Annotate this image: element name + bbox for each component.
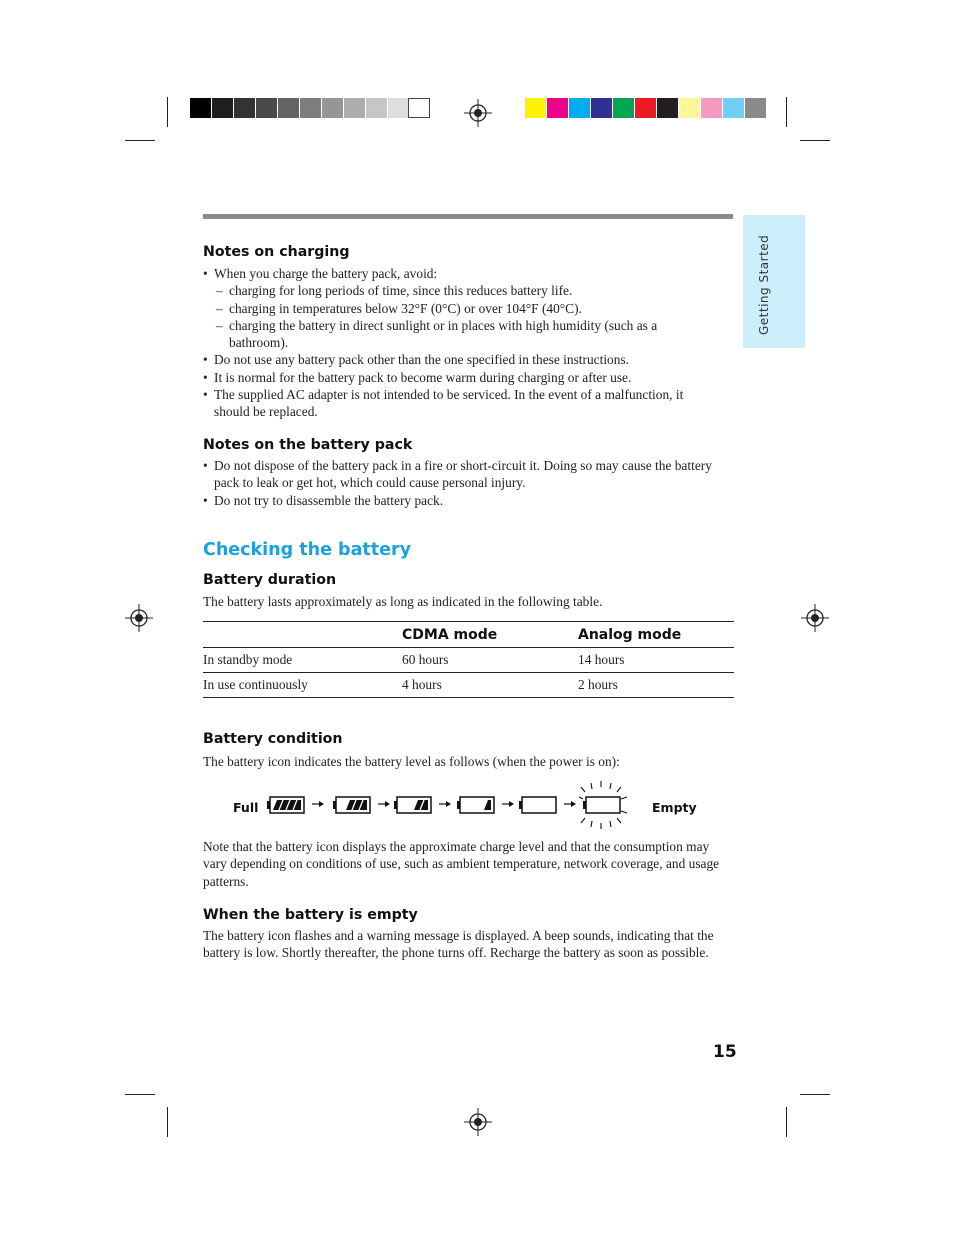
column-header-analog: Analog mode — [578, 622, 734, 648]
crop-mark — [786, 1107, 787, 1137]
side-tab-label: Getting Started — [757, 234, 771, 335]
section-side-tab — [743, 215, 805, 348]
battery-duration-text: The battery lasts approximately as long as indicated in the following table. — [203, 594, 603, 609]
color-swatch — [701, 98, 722, 118]
table-row — [203, 673, 734, 698]
battery-level-diagram — [266, 778, 650, 830]
battery-duration-table — [203, 621, 734, 698]
section-title: Checking the battery — [203, 540, 412, 560]
battery-terminal — [394, 801, 397, 809]
battery-fill — [346, 800, 367, 810]
gray-swatch — [366, 98, 387, 118]
list-item-text: charging the battery in direct sunlight or in places with high humidity (such as a bathroom). — [229, 317, 658, 351]
crop-mark — [125, 1094, 155, 1095]
table-header-row — [203, 622, 734, 648]
gray-swatch — [322, 98, 343, 118]
column-header-cdma: CDMA mode — [402, 622, 578, 648]
battery-terminal — [333, 801, 336, 809]
color-swatch — [525, 98, 546, 118]
crop-mark — [800, 1094, 830, 1095]
color-swatch — [613, 98, 634, 118]
list-item-text: It is normal for the battery pack to become warm during charging or after use. — [214, 369, 632, 385]
color-swatch — [635, 98, 656, 118]
flash-ray-icon — [581, 787, 585, 792]
battery-duration-heading: Battery duration — [203, 572, 337, 588]
list-item: – charging for long periods of time, since this reduces battery life. — [216, 283, 573, 299]
table-cell: 14 hours — [578, 648, 734, 673]
notes-battery-pack-list — [203, 457, 723, 509]
color-swatch — [679, 98, 700, 118]
battery-condition-text: The battery icon indicates the battery level as follows (when the power is on): — [203, 754, 620, 769]
list-item-text: The supplied AC adapter is not intended to be serviced. In the event of a malfunction, it should be replaced. — [214, 387, 684, 420]
header-rule — [203, 214, 733, 219]
flash-ray-icon — [617, 818, 621, 823]
gray-swatch — [256, 98, 277, 118]
battery-icon — [586, 797, 620, 813]
list-item-text: Do not dispose of the battery pack in a fire or short-circuit it. Doing so may cause the battery pack to leak or get hot, which could cause personal injury. — [214, 458, 712, 491]
table-cell: In use continuously — [203, 673, 402, 698]
list-item-text: When you charge the battery pack, avoid: — [214, 266, 438, 281]
arrow-head-icon — [509, 801, 514, 807]
notes-battery-pack-heading: Notes on the battery pack — [203, 437, 413, 453]
list-item-text: charging for long periods of time, since this reduces battery life. — [229, 283, 573, 299]
color-swatch — [657, 98, 678, 118]
table-cell: 2 hours — [578, 673, 734, 698]
list-item-text: Do not try to disassemble the battery pack. — [214, 492, 444, 508]
battery-terminal — [519, 801, 522, 809]
battery-empty-label: Empty — [652, 800, 697, 815]
battery-condition-heading: Battery condition — [203, 731, 343, 747]
list-item: • Do not dispose of the battery pack in a fire or short-circuit it. Doing so may cause the battery pack to leak or get hot, which could cause personal injury. — [203, 458, 712, 491]
gray-swatch — [408, 98, 430, 118]
flash-ray-icon — [610, 783, 611, 789]
battery-icon — [522, 797, 556, 813]
flash-ray-icon — [579, 797, 583, 799]
list-item-text: Do not use any battery pack other than the one specified in these instructions. — [214, 352, 629, 368]
battery-empty-heading: When the battery is empty — [203, 907, 418, 923]
crop-mark — [800, 140, 830, 141]
color-swatch — [723, 98, 744, 118]
crop-mark — [167, 1107, 168, 1137]
flash-ray-icon — [621, 811, 627, 813]
battery-terminal — [267, 801, 270, 809]
registration-mark-left — [125, 604, 153, 632]
gray-swatch — [300, 98, 321, 118]
color-swatch — [745, 98, 766, 118]
battery-condition-note: Note that the battery icon displays the approximate charge level and that the consumption may vary depending on conditions of use, such as ambient temperature, network coverage, and usage patterns. — [203, 839, 720, 889]
table-cell: 60 hours — [402, 648, 578, 673]
arrow-head-icon — [571, 801, 576, 807]
battery-empty-text: The battery icon flashes and a warning message is displayed. A beep sounds, indicating that the battery is low. Shortly thereafter, the phone turns off. Recharge the battery as soon as possible. — [203, 928, 714, 961]
page-number: 15 — [713, 1042, 737, 1062]
battery-fill — [484, 800, 491, 810]
gray-swatch — [344, 98, 365, 118]
gray-swatch — [278, 98, 299, 118]
arrow-head-icon — [385, 801, 390, 807]
color-swatch — [547, 98, 568, 118]
flash-ray-icon — [617, 787, 621, 792]
flash-ray-icon — [621, 797, 627, 799]
avoid-list — [214, 282, 723, 351]
color-swatch — [569, 98, 590, 118]
flash-ray-icon — [610, 821, 611, 827]
arrow-head-icon — [446, 801, 451, 807]
table-row — [203, 648, 734, 673]
color-swatch — [591, 98, 612, 118]
list-item: – charging in temperatures below 32°F (0°C) or over 104°F (40°C). — [216, 300, 582, 316]
battery-terminal — [457, 801, 460, 809]
table-cell: 4 hours — [402, 673, 578, 698]
list-item: • When you charge the battery pack, avoid: – charging for long periods of time, since this reduces battery life. – charging in temperatures below 32°F (0°C) or over 104°F (40°C). – charging the battery in direct sunlight or in places with high humidity (such as a bathroom). — [203, 265, 723, 351]
crop-mark — [167, 97, 168, 127]
list-item: • Do not use any battery pack other than the one specified in these instructions. — [203, 352, 629, 368]
list-item: – charging the battery in direct sunlight or in places with high humidity (such as a bathroom). — [216, 317, 658, 351]
gray-swatch — [388, 98, 409, 118]
registration-mark-right — [801, 604, 829, 632]
battery-terminal — [583, 801, 586, 809]
gray-swatch — [190, 98, 211, 118]
crop-mark — [786, 97, 787, 127]
registration-mark-bottom — [464, 1108, 492, 1136]
flash-ray-icon — [591, 783, 592, 789]
battery-full-label: Full — [233, 800, 259, 815]
gray-swatch — [212, 98, 233, 118]
list-item: • Do not try to disassemble the battery pack. — [203, 492, 444, 508]
arrow-head-icon — [319, 801, 324, 807]
notes-charging-list — [203, 265, 723, 421]
table-cell: In standby mode — [203, 648, 402, 673]
column-header — [203, 622, 402, 648]
gray-swatch — [234, 98, 255, 118]
list-item: • The supplied AC adapter is not intended to be serviced. In the event of a malfunction, it should be replaced. — [203, 387, 684, 420]
notes-charging-heading: Notes on charging — [203, 244, 350, 260]
list-item-text: charging in temperatures below 32°F (0°C) or over 104°F (40°C). — [229, 300, 582, 316]
crop-mark — [125, 140, 155, 141]
flash-ray-icon — [591, 821, 592, 827]
registration-mark-top — [464, 99, 492, 127]
list-item: • It is normal for the battery pack to become warm during charging or after use. — [203, 369, 632, 385]
flash-ray-icon — [581, 818, 585, 823]
